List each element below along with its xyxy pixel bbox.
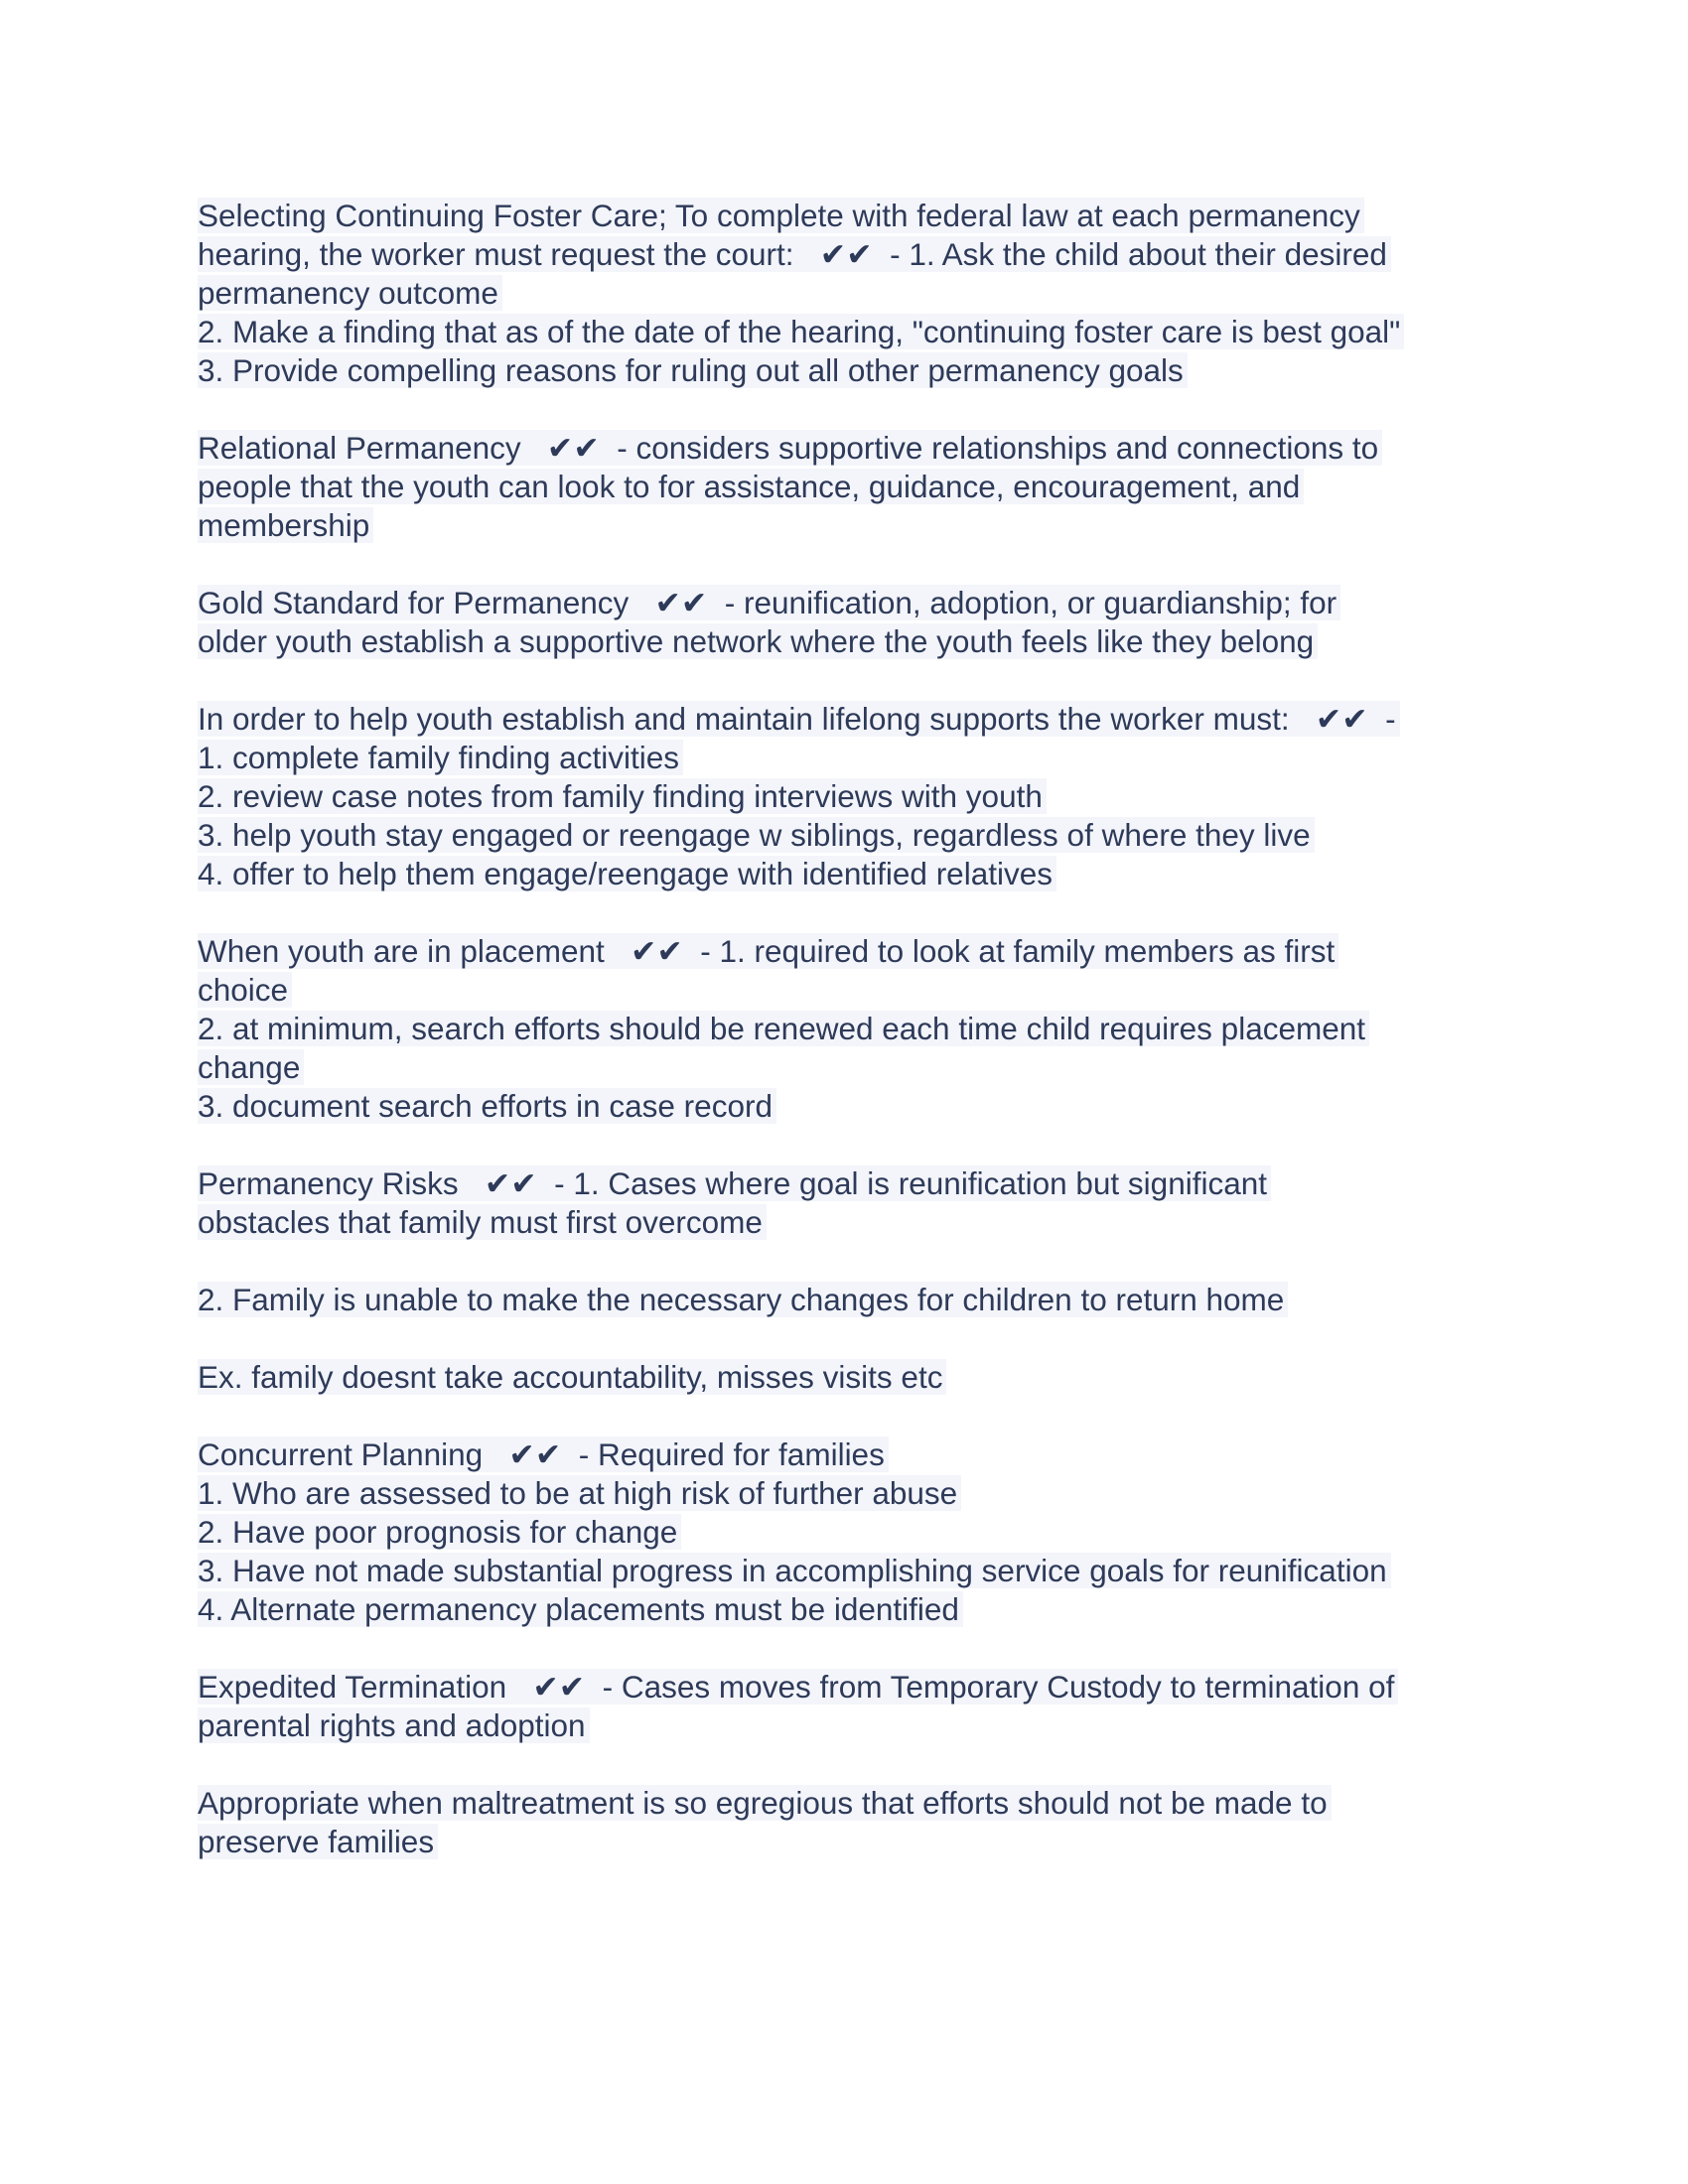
entry-gap xyxy=(198,893,1508,932)
flashcard-entry xyxy=(198,932,1508,1126)
entry-gap xyxy=(198,1629,1508,1668)
text-line xyxy=(198,932,1508,971)
text-line xyxy=(198,468,1508,506)
line-text: Permanency Risks ✔✔ - 1. Cases where goal is reunification but significant xyxy=(198,1165,1271,1201)
flashcard-document xyxy=(198,197,1508,1861)
line-text: Ex. family doesnt take accountability, misses visits etc xyxy=(198,1359,946,1395)
entry-gap xyxy=(198,1126,1508,1164)
line-text: Expedited Termination ✔✔ - Cases moves from Temporary Custody to termination of xyxy=(198,1669,1398,1705)
text-line xyxy=(198,1513,1508,1552)
line-text: older youth establish a supportive network where the youth feels like they belong xyxy=(198,623,1318,659)
text-line xyxy=(198,777,1508,816)
text-line xyxy=(198,700,1508,739)
line-text: 4. Alternate permanency placements must be identified xyxy=(198,1591,963,1627)
line-text: Gold Standard for Permanency ✔✔ - reunification, adoption, or guardianship; for xyxy=(198,585,1340,620)
line-text: parental rights and adoption xyxy=(198,1707,590,1743)
line-text: choice xyxy=(198,972,292,1008)
text-line xyxy=(198,1590,1508,1629)
entry-gap xyxy=(198,661,1508,700)
line-text: 2. Make a finding that as of the date of the hearing, "continuing foster care is best goal" xyxy=(198,314,1404,349)
line-text: 1. complete family finding activities xyxy=(198,740,683,775)
flashcard-entry xyxy=(198,1435,1508,1629)
line-text: preserve families xyxy=(198,1824,438,1859)
line-text: membership xyxy=(198,507,373,543)
text-line xyxy=(198,1087,1508,1126)
line-text: 2. Have poor prognosis for change xyxy=(198,1514,681,1550)
line-text: When youth are in placement ✔✔ - 1. required to look at family members as first xyxy=(198,933,1338,969)
line-text: In order to help youth establish and maintain lifelong supports the worker must: ✔✔ - xyxy=(198,701,1400,737)
text-line xyxy=(198,351,1508,390)
entry-gap xyxy=(198,1397,1508,1435)
text-line xyxy=(198,197,1508,235)
text-line xyxy=(198,1242,1508,1281)
flashcard-entry xyxy=(198,700,1508,893)
text-line xyxy=(198,816,1508,855)
text-line xyxy=(198,235,1508,274)
text-line xyxy=(198,971,1508,1010)
line-text: obstacles that family must first overcome xyxy=(198,1204,767,1240)
line-text: 3. Provide compelling reasons for ruling out all other permanency goals xyxy=(198,352,1188,388)
line-text: Appropriate when maltreatment is so egregious that efforts should not be made to xyxy=(198,1785,1332,1821)
text-line xyxy=(198,1281,1508,1319)
text-line xyxy=(198,1010,1508,1048)
line-text: 4. offer to help them engage/reengage with identified relatives xyxy=(198,856,1056,891)
text-line xyxy=(198,1164,1508,1203)
text-line xyxy=(198,1823,1508,1861)
text-line xyxy=(198,1706,1508,1745)
text-line xyxy=(198,1668,1508,1706)
flashcard-entry xyxy=(198,197,1508,390)
line-text: Relational Permanency ✔✔ - considers supportive relationships and connections to xyxy=(198,430,1382,466)
line-text: Selecting Continuing Foster Care; To complete with federal law at each permanency xyxy=(198,198,1364,233)
line-text: 3. Have not made substantial progress in accomplishing service goals for reunification xyxy=(198,1553,1391,1588)
entry-gap xyxy=(198,390,1508,429)
line-text: 2. at minimum, search efforts should be renewed each time child requires placement xyxy=(198,1011,1369,1046)
text-line xyxy=(198,1745,1508,1784)
flashcard-entry xyxy=(198,1164,1508,1397)
text-line xyxy=(198,313,1508,351)
line-text: Concurrent Planning ✔✔ - Required for families xyxy=(198,1436,889,1472)
line-text: 3. help youth stay engaged or reengage w siblings, regardless of where they live xyxy=(198,817,1315,853)
line-text: hearing, the worker must request the court: ✔✔ - 1. Ask the child about their desired xyxy=(198,236,1391,272)
text-line xyxy=(198,739,1508,777)
text-line xyxy=(198,1319,1508,1358)
line-text: 1. Who are assessed to be at high risk of further abuse xyxy=(198,1475,961,1511)
text-line xyxy=(198,1784,1508,1823)
text-line xyxy=(198,274,1508,313)
entry-gap xyxy=(198,545,1508,584)
text-line xyxy=(198,1048,1508,1087)
text-line xyxy=(198,584,1508,622)
flashcard-entry xyxy=(198,584,1508,661)
line-text: change xyxy=(198,1049,304,1085)
line-text: 3. document search efforts in case record xyxy=(198,1088,776,1124)
text-line xyxy=(198,1552,1508,1590)
flashcard-entry xyxy=(198,1668,1508,1861)
text-line xyxy=(198,1203,1508,1242)
text-line xyxy=(198,1358,1508,1397)
line-text: 2. Family is unable to make the necessary changes for children to return home xyxy=(198,1282,1288,1317)
text-line xyxy=(198,506,1508,545)
text-line xyxy=(198,1435,1508,1474)
line-text: 2. review case notes from family finding interviews with youth xyxy=(198,778,1047,814)
flashcard-entry xyxy=(198,429,1508,545)
text-line xyxy=(198,622,1508,661)
line-text: people that the youth can look to for assistance, guidance, encouragement, and xyxy=(198,469,1304,504)
line-text: permanency outcome xyxy=(198,275,502,311)
text-line xyxy=(198,1474,1508,1513)
text-line xyxy=(198,855,1508,893)
text-line xyxy=(198,429,1508,468)
